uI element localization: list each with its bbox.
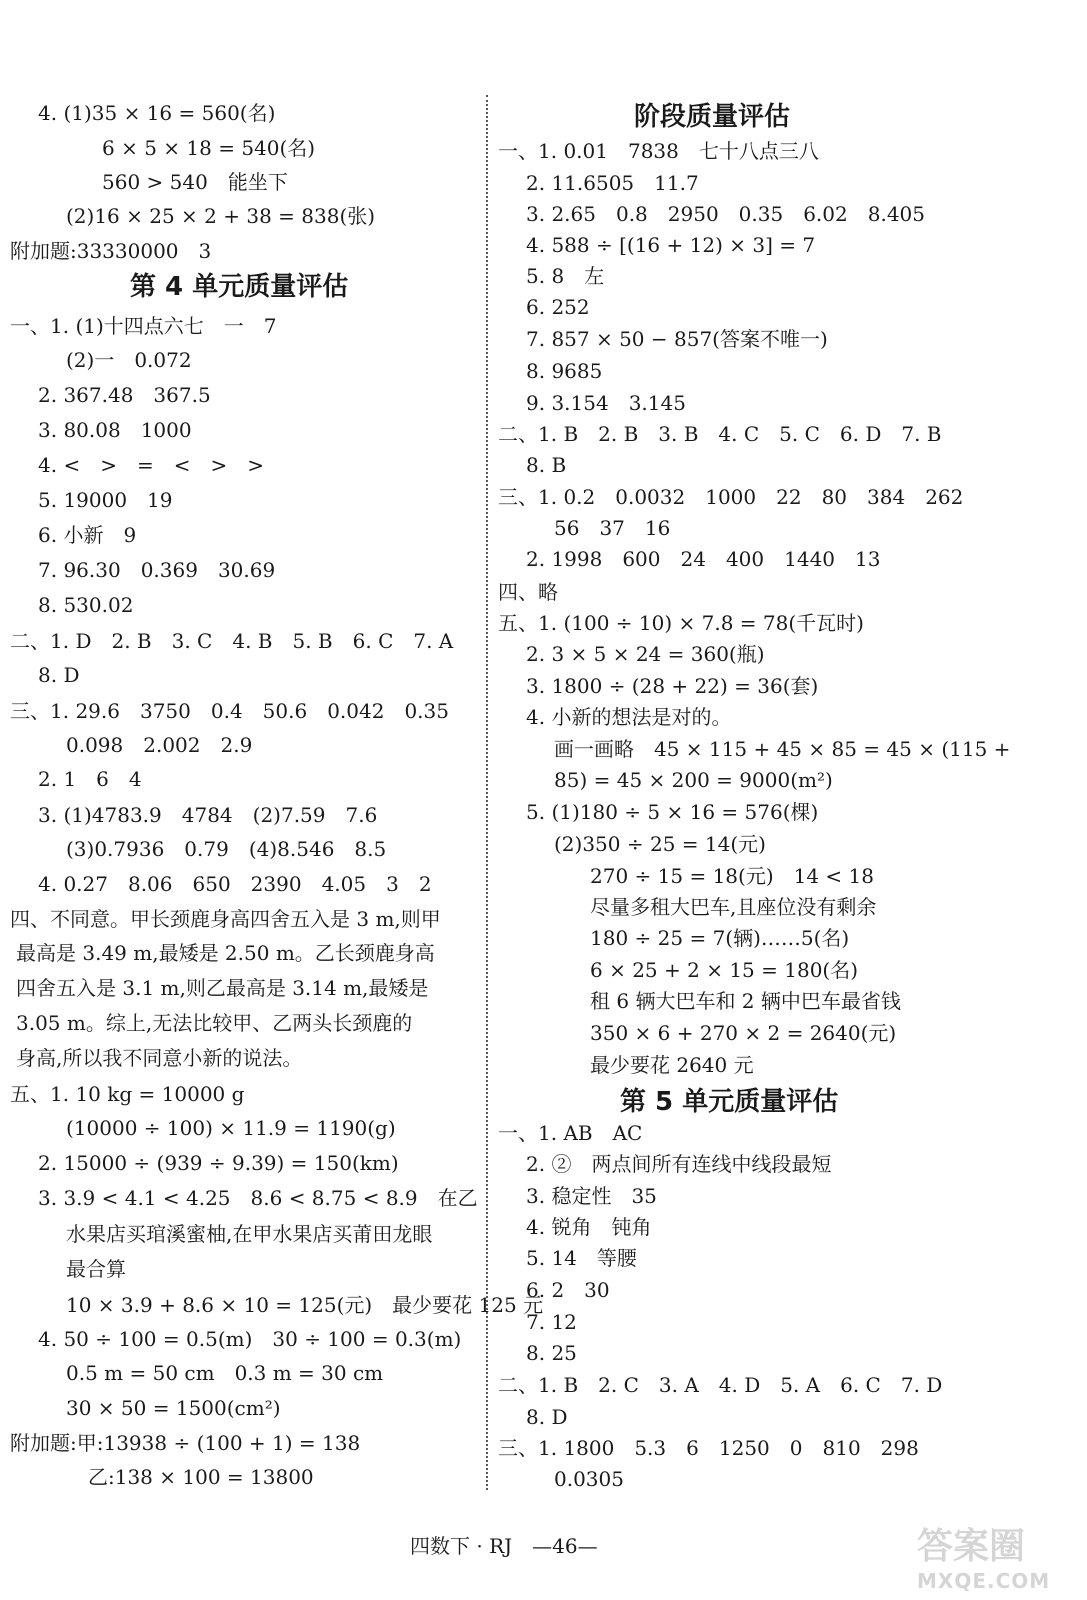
answer-line: 最合算 bbox=[66, 1257, 126, 1281]
answer-line: 6 × 5 × 18 = 540(名) bbox=[102, 136, 316, 160]
answer-line: 2. 1 6 4 bbox=[38, 767, 142, 791]
answer-line: 一、1. 0.01 7838 七十八点三八 bbox=[498, 139, 819, 163]
answer-line: 8. 9685 bbox=[526, 359, 603, 383]
answer-line: 4. 锐角 钝角 bbox=[526, 1215, 652, 1239]
answer-line: 一、1. (1)十四点六七 一 7 bbox=[10, 314, 277, 338]
answer-line: 五、1. 10 kg = 10000 g bbox=[10, 1082, 245, 1106]
answer-line: 560 > 540 能坐下 bbox=[102, 170, 288, 194]
answer-line: 最高是 3.49 m,最矮是 2.50 m。乙长颈鹿身高 bbox=[16, 941, 435, 965]
answer-line: 7. 857 × 50 − 857(答案不唯一) bbox=[526, 327, 828, 351]
answer-line: 3. 3.9 < 4.1 < 4.25 8.6 < 8.75 < 8.9 在乙 bbox=[38, 1186, 478, 1210]
answer-line: (2)一 0.072 bbox=[66, 348, 192, 372]
answer-line: 6 × 25 + 2 × 15 = 180(名) bbox=[590, 958, 859, 982]
answer-line: (2)350 ÷ 25 = 14(元) bbox=[554, 832, 766, 856]
answer-line: 3.05 m。综上,无法比较甲、乙两头长颈鹿的 bbox=[16, 1011, 413, 1035]
answer-line: (2)16 × 25 × 2 + 38 = 838(张) bbox=[66, 204, 376, 228]
answer-line: 8. 25 bbox=[526, 1341, 577, 1365]
answer-line: 二、1. B 2. B 3. B 4. C 5. C 6. D 7. B bbox=[498, 422, 942, 446]
answer-line: 8. B bbox=[526, 453, 567, 477]
answer-line: 6. 252 bbox=[526, 295, 590, 319]
answer-line: 270 ÷ 15 = 18(元) 14 < 18 bbox=[590, 864, 874, 888]
answer-line: 4. 50 ÷ 100 = 0.5(m) 30 ÷ 100 = 0.3(m) bbox=[38, 1327, 462, 1351]
answer-line: 10 × 3.9 + 8.6 × 10 = 125(元) 最少要花 125 元 bbox=[66, 1293, 544, 1317]
answer-line: 2. 367.48 367.5 bbox=[38, 383, 211, 407]
answer-line: 180 ÷ 25 = 7(辆)……5(名) bbox=[590, 926, 850, 950]
answer-line: 画一画略 45 × 115 + 45 × 85 = 45 × (115 + bbox=[554, 737, 1011, 761]
answer-line: 85) = 45 × 200 = 9000(m²) bbox=[554, 768, 833, 792]
answer-line: 3. 80.08 1000 bbox=[38, 418, 192, 442]
answer-line: 4. 588 ÷ [(16 + 12) × 3] = 7 bbox=[526, 233, 816, 257]
section-heading: 第 5 单元质量评估 bbox=[620, 1087, 839, 1117]
watermark-text: 答案圈 bbox=[917, 1526, 1026, 1567]
page-footer: 四数下 · RJ —46— bbox=[410, 1534, 598, 1558]
answer-line: 8. 530.02 bbox=[38, 593, 134, 617]
section-heading: 阶段质量评估 bbox=[634, 102, 791, 132]
answer-line: 水果店买琯溪蜜柚,在甲水果店买莆田龙眼 bbox=[66, 1222, 433, 1246]
answer-line: 0.0305 bbox=[554, 1467, 624, 1491]
answer-line: 二、1. D 2. B 3. C 4. B 5. B 6. C 7. A bbox=[10, 629, 454, 653]
answer-line: 三、1. 1800 5.3 6 1250 0 810 298 bbox=[498, 1436, 919, 1460]
watermark-url: MXQE.COM bbox=[917, 1569, 1051, 1593]
answer-line: (3)0.7936 0.79 (4)8.546 8.5 bbox=[66, 837, 387, 861]
answer-line: 9. 3.154 3.145 bbox=[526, 391, 686, 415]
answer-line: 6. 小新 9 bbox=[38, 523, 137, 547]
answer-line: 2. 3 × 5 × 24 = 360(瓶) bbox=[526, 642, 765, 666]
answer-line: 三、1. 0.2 0.0032 1000 22 80 384 262 bbox=[498, 485, 964, 509]
answer-line: 乙:138 × 100 = 13800 bbox=[88, 1465, 314, 1489]
answer-line: 3. (1)4783.9 4784 (2)7.59 7.6 bbox=[38, 803, 378, 827]
answer-line: 7. 12 bbox=[526, 1310, 577, 1334]
answer-line: 5. 8 左 bbox=[526, 264, 605, 288]
answer-line: 2. 1998 600 24 400 1440 13 bbox=[526, 547, 881, 571]
answer-line: 一、1. AB AC bbox=[498, 1121, 643, 1145]
answer-line: 附加题:33330000 3 bbox=[10, 239, 212, 263]
answer-line: 5. 19000 19 bbox=[38, 488, 173, 512]
answer-line: 7. 96.30 0.369 30.69 bbox=[38, 558, 276, 582]
answer-line: 4. 小新的想法是对的。 bbox=[526, 705, 732, 729]
answer-line: 0.098 2.002 2.9 bbox=[66, 733, 253, 757]
answer-line: 四、略 bbox=[498, 580, 558, 604]
answer-line: (10000 ÷ 100) × 11.9 = 1190(g) bbox=[66, 1116, 396, 1140]
answer-line: 350 × 6 + 270 × 2 = 2640(元) bbox=[590, 1021, 897, 1045]
answer-line: 二、1. B 2. C 3. A 4. D 5. A 6. C 7. D bbox=[498, 1373, 943, 1397]
answer-line: 3. 2.65 0.8 2950 0.35 6.02 8.405 bbox=[526, 202, 925, 226]
answer-line: 30 × 50 = 1500(cm²) bbox=[66, 1396, 281, 1420]
section-heading: 第 4 单元质量评估 bbox=[130, 272, 349, 302]
answer-line: 最少要花 2640 元 bbox=[590, 1053, 754, 1077]
answer-line: 8. D bbox=[38, 663, 80, 687]
column-divider bbox=[486, 95, 488, 1490]
answer-line: 3. 稳定性 35 bbox=[526, 1184, 657, 1208]
answer-line: 5. (1)180 ÷ 5 × 16 = 576(棵) bbox=[526, 800, 819, 824]
answer-line: 6. 2 30 bbox=[526, 1278, 610, 1302]
watermark-logo bbox=[917, 1518, 1067, 1593]
answer-line: 8. D bbox=[526, 1405, 568, 1429]
answer-line: 尽量多租大巴车,且座位没有剩余 bbox=[590, 895, 877, 919]
answer-line: 4. (1)35 × 16 = 560(名) bbox=[38, 101, 276, 125]
answer-line: 0.5 m = 50 cm 0.3 m = 30 cm bbox=[66, 1361, 384, 1385]
answer-line: 4. < > = < > > bbox=[38, 453, 264, 477]
answer-line: 2. ② 两点间所有连线中线段最短 bbox=[526, 1152, 832, 1176]
answer-line: 四、不同意。甲长颈鹿身高四舍五入是 3 m,则甲 bbox=[10, 907, 441, 931]
answer-line: 五、1. (100 ÷ 10) × 7.8 = 78(千瓦时) bbox=[498, 611, 864, 635]
answer-line: 三、1. 29.6 3750 0.4 50.6 0.042 0.35 bbox=[10, 699, 449, 723]
answer-line: 2. 11.6505 11.7 bbox=[526, 171, 699, 195]
answer-line: 3. 1800 ÷ (28 + 22) = 36(套) bbox=[526, 674, 819, 698]
answer-line: 四舍五入是 3.1 m,则乙最高是 3.14 m,最矮是 bbox=[16, 976, 429, 1000]
answer-line: 56 37 16 bbox=[554, 516, 671, 540]
answer-line: 身高,所以我不同意小新的说法。 bbox=[16, 1046, 303, 1070]
answer-line: 5. 14 等腰 bbox=[526, 1246, 637, 1270]
answer-line: 附加题:甲:13938 ÷ (100 + 1) = 138 bbox=[10, 1431, 361, 1455]
answer-line: 4. 0.27 8.06 650 2390 4.05 3 2 bbox=[38, 872, 432, 896]
answer-line: 租 6 辆大巴车和 2 辆中巴车最省钱 bbox=[590, 989, 901, 1013]
answer-line: 2. 15000 ÷ (939 ÷ 9.39) = 150(km) bbox=[38, 1151, 399, 1175]
